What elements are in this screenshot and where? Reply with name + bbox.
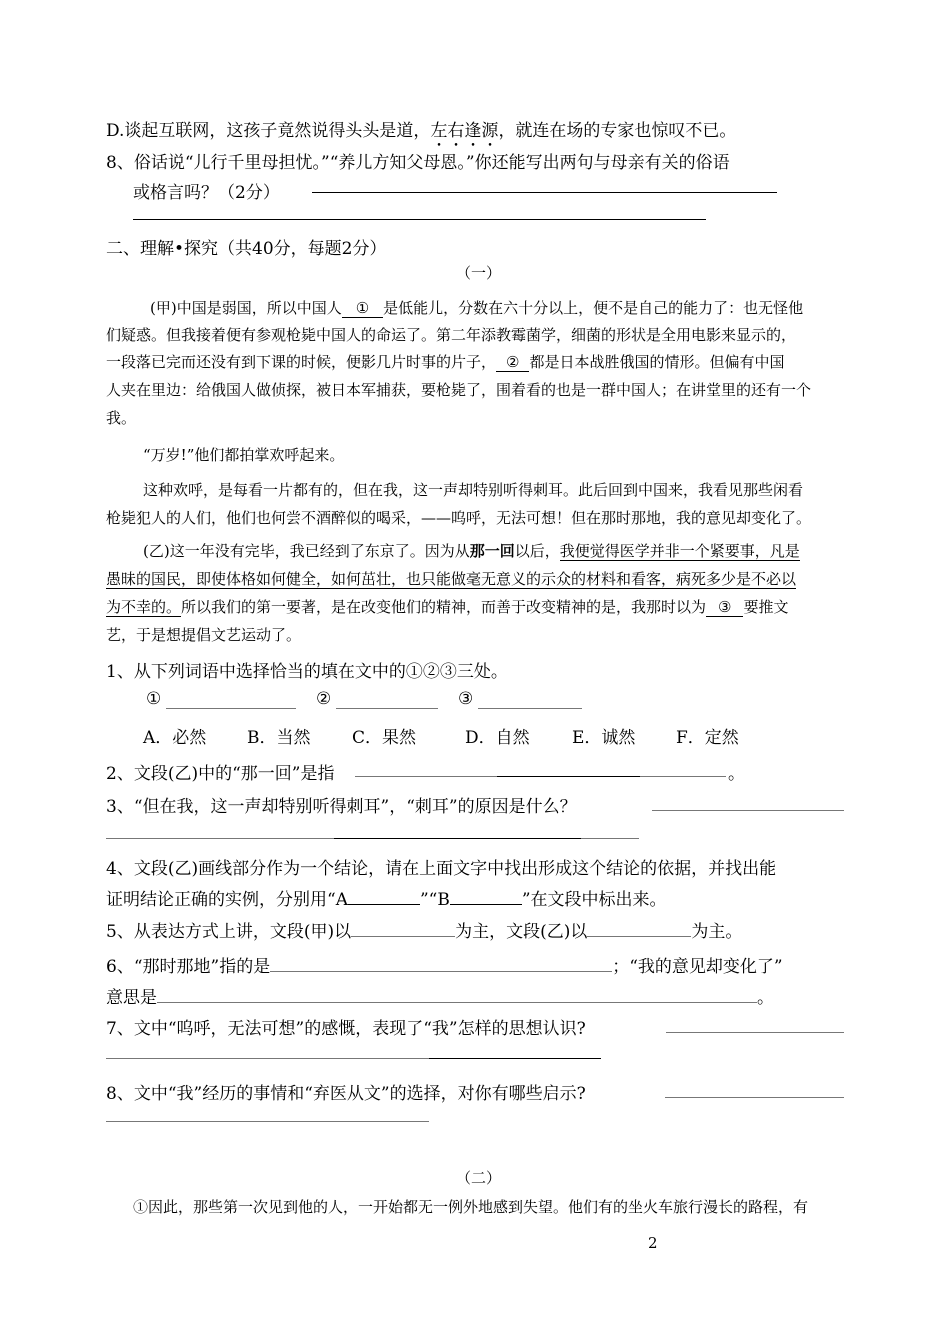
q2-answer-line-c[interactable] — [640, 776, 726, 777]
question-3: 3、“但在我，这一声却特别听得刺耳”，“刺耳”的原因是什么？ — [106, 797, 577, 817]
part1-title: （一） — [456, 264, 502, 282]
passage-jia-line2: 们疑惑。但我接着便有参观枪毙中国人的命运了。第二年添教霉菌学，细菌的形状是全用电影来显示的， — [106, 326, 797, 344]
underlined-conclusion: 我便觉得医学并非一个紧要事，凡是 — [559, 542, 800, 560]
q4-mark-a-blank[interactable] — [348, 887, 420, 905]
blank-3[interactable]: ③ — [706, 598, 743, 617]
passage-jia-line3: 一段落已完而还没有到下课的时候，便影几片时事的片子， ② 都是日本战胜俄国的情形。但偏有中国 — [106, 353, 785, 371]
page-number: 2 — [648, 1234, 658, 1252]
q1-option-a: A．必然 — [143, 728, 207, 748]
question-6-line1: 6、“那时那地”指的是 ；“我的意见却变化了” — [106, 952, 783, 977]
q8-proverb-line1: 8、俗话说“儿行千里母担忧。”“养儿方知父母恩。”你还能写出两句与母亲有关的俗语 — [106, 153, 730, 173]
section-heading: 二、理解•探究（共40分，每题2分） — [106, 239, 387, 259]
q8-proverb-line2: 或格言吗？（2分） — [133, 183, 280, 203]
passage-jia-line5: 我。 — [106, 409, 137, 427]
q1-option-e: E．诚然 — [572, 728, 636, 748]
q1-option-d: D．自然 — [465, 728, 530, 748]
exam-page: D.谈起互联网，这孩子竟然说得头头是道，左右逢源，就连在场的专家也惊叹不已。 8、俗话说“儿行千里母担忧。”“养儿方知父母恩。”你还能写出两句与母亲有关的俗语 或格言吗？（2分） 二、理解•探究（共40分，每题2分） （一） (甲)中国是弱国，所以中国人 ① 是低能儿，分数在六十分以上，便不是自己的能力了：也无怪他 们疑惑。但我接着便有参观枪毙中国人的命运了。第二年添教霉菌学，细菌的形状是全用电影来显示的， 一段落已完而还没有到下课的时候，便影几片时事的片子， ② 都是日本战胜俄国的情形。但偏有中国 人夹在里边：给俄国人做侦探，被日本军捕获，要枪毙了，围着看的也是一群中国人；在讲堂里的还有一个 我。 “万岁!”他们都拍掌欢呼起来。 这种欢呼，是每看一片都有的，但在我，这一声却特别听得刺耳。此后回到中国来，我看见那些闲看 枪毙犯人的人们，他们也何尝不酒醉似的喝采，——呜呼，无法可想！但在那时那地，我的意见却变化了。 (乙)这一年没有完毕，我已经到了东京了。因为从那一回以后，我便觉得医学并非一个紧要事，凡是 愚昧的国民，即使体格如何健全，如何茁壮，也只能做毫无意义的示众的材料和看客，病死多少是不必以 为不幸的。所以我们的第一要著，是在改变他们的精神，而善于改变精神的是，我那时以为 ③ 要推文 艺，于是想提倡文艺运动了。 1、从下列词语中选择恰当的填在文中的①②③三处。 ① ② ③ A．必然 B．当然 C．果然 D．自然 E．诚然 F．定然 2、文段(乙)中的“那一回”是指 。 3、“但在我，这一声却特别听得刺耳”，“刺耳”的原因是什么？ 4、文段(乙)画线部分作为一个结论，请在上面文字中找出形成这个结论的依据，并找出能 证明结论正确的实例，分别用“A ”“B ”在文段中标出来。 5、从表达方式上讲，文段(甲)以 为主，文段(乙)以 为主。 6、“那时那地”指的是 ；“我的意见却变化了” 意思是 。 7、文中“呜呼，无法可想”的感慨，表现了“我”怎样的思想认识? 8、文中“我”经历的事情和“弃医从文”的选择，对你有哪些启示? （二） ①因此，那些第一次见到他的人，一开始都无一例外地感到失望。他们有的坐火车旅行漫长的路程，有 2 — [0, 0, 950, 1342]
question-4-line1: 4、文段(乙)画线部分作为一个结论，请在上面文字中找出形成这个结论的依据，并找出能 — [106, 859, 777, 879]
passage-jia-line8: 枪毙犯人的人们，他们也何尝不酒醉似的喝采，——呜呼，无法可想！但在那时那地，我的意见却变化了。 — [106, 509, 812, 527]
q2-answer-line-a[interactable] — [355, 776, 497, 777]
part2-title: （二） — [456, 1169, 502, 1187]
q1-marker-1: ① — [146, 689, 162, 709]
passage-yi-line4: 艺，于是想提倡文艺运动了。 — [106, 626, 302, 644]
option-d-pre: D.谈起互联网，这孩子竟然说得头头是道， — [106, 121, 431, 141]
q1-option-f: F．定然 — [676, 728, 739, 748]
q6-blank-time-place[interactable] — [270, 954, 612, 972]
q8-answer-line-1[interactable] — [665, 1097, 844, 1098]
q1-option-c: C．果然 — [352, 728, 417, 748]
question-6-line2: 意思是 。 — [106, 983, 774, 1008]
passage-yi-line3: 为不幸的。所以我们的第一要著，是在改变他们的精神，而善于改变精神的是，我那时以为 ③ 要推文 — [106, 598, 789, 616]
blank-1[interactable]: ① — [342, 299, 383, 318]
option-d-dotted-phrase: 左右逢源 — [430, 121, 499, 141]
q3-answer-line-2b[interactable] — [334, 838, 581, 839]
q1-marker-2: ② — [316, 689, 332, 709]
question-5: 5、从表达方式上讲，文段(甲)以 为主，文段(乙)以 为主。 — [106, 917, 742, 942]
passage-yi-line2: 愚昧的国民，即使体格如何健全，如何茁壮，也只能做毫无意义的示众的材料和看客，病死多少是不必以 — [106, 570, 797, 588]
q8-answer-line-2[interactable] — [106, 1121, 429, 1122]
option-d — [106, 116, 736, 151]
q2-answer-line-b[interactable] — [497, 776, 640, 777]
q1-marker-3: ③ — [458, 689, 474, 709]
passage-jia-line7: 这种欢呼，是每看一片都有的，但在我，这一声却特别听得刺耳。此后回到中国来，我看见那些闲看 — [143, 481, 804, 499]
passage-jia-line1: (甲)中国是弱国，所以中国人 ① 是低能儿，分数在六十分以上，便不是自己的能力了：也无怪他 — [150, 299, 804, 317]
q5-blank-yi[interactable] — [587, 919, 691, 937]
question-2: 2、文段(乙)中的“那一回”是指 — [106, 764, 335, 784]
q1-answer-line-3[interactable] — [478, 708, 582, 709]
question-1: 1、从下列词语中选择恰当的填在文中的①②③三处。 — [106, 662, 508, 682]
q7-answer-line-2a[interactable] — [106, 1058, 429, 1059]
question-4-line2: 证明结论正确的实例，分别用“A ”“B ”在文段中标出来。 — [106, 885, 667, 910]
q3-answer-line-1[interactable] — [652, 810, 844, 811]
blank-2[interactable]: ② — [496, 353, 529, 372]
passage-jia-line6: “万岁!”他们都拍掌欢呼起来。 — [143, 446, 345, 464]
passage2-line1: ①因此，那些第一次见到他的人，一开始都无一例外地感到失望。他们有的坐火车旅行漫长的路程，有 — [133, 1198, 809, 1216]
q7-answer-line-1[interactable] — [666, 1032, 844, 1033]
q3-answer-line-2a[interactable] — [106, 838, 334, 839]
question-7: 7、文中“呜呼，无法可想”的感慨，表现了“我”怎样的思想认识? — [106, 1019, 586, 1039]
q1-option-b: B．当然 — [247, 728, 311, 748]
q5-blank-jia[interactable] — [351, 919, 455, 937]
option-d-post: ，就连在场的专家也惊叹不已。 — [498, 121, 737, 141]
passage-yi-line1: (乙)这一年没有完毕，我已经到了东京了。因为从那一回以后，我便觉得医学并非一个紧要事，凡是 — [143, 542, 800, 560]
q6-blank-meaning[interactable] — [157, 985, 757, 1003]
q7-answer-line-2b[interactable] — [429, 1058, 601, 1059]
q3-answer-line-2c[interactable] — [581, 838, 639, 839]
q1-answer-line-1[interactable] — [166, 708, 296, 709]
q8-answer-line-1[interactable] — [312, 192, 777, 193]
q8-answer-line-2[interactable] — [133, 219, 706, 220]
keyword-that-time: 那一回 — [469, 542, 515, 560]
passage-jia-line4: 人夹在里边：给俄国人做侦探，被日本军捕获，要枪毙了，围着看的也是一群中国人；在讲堂里的还有一个 — [106, 381, 812, 399]
q4-mark-b-blank[interactable] — [450, 887, 522, 905]
q1-answer-line-2[interactable] — [336, 708, 438, 709]
question-8: 8、文中“我”经历的事情和“弃医从文”的选择，对你有哪些启示? — [106, 1084, 586, 1104]
